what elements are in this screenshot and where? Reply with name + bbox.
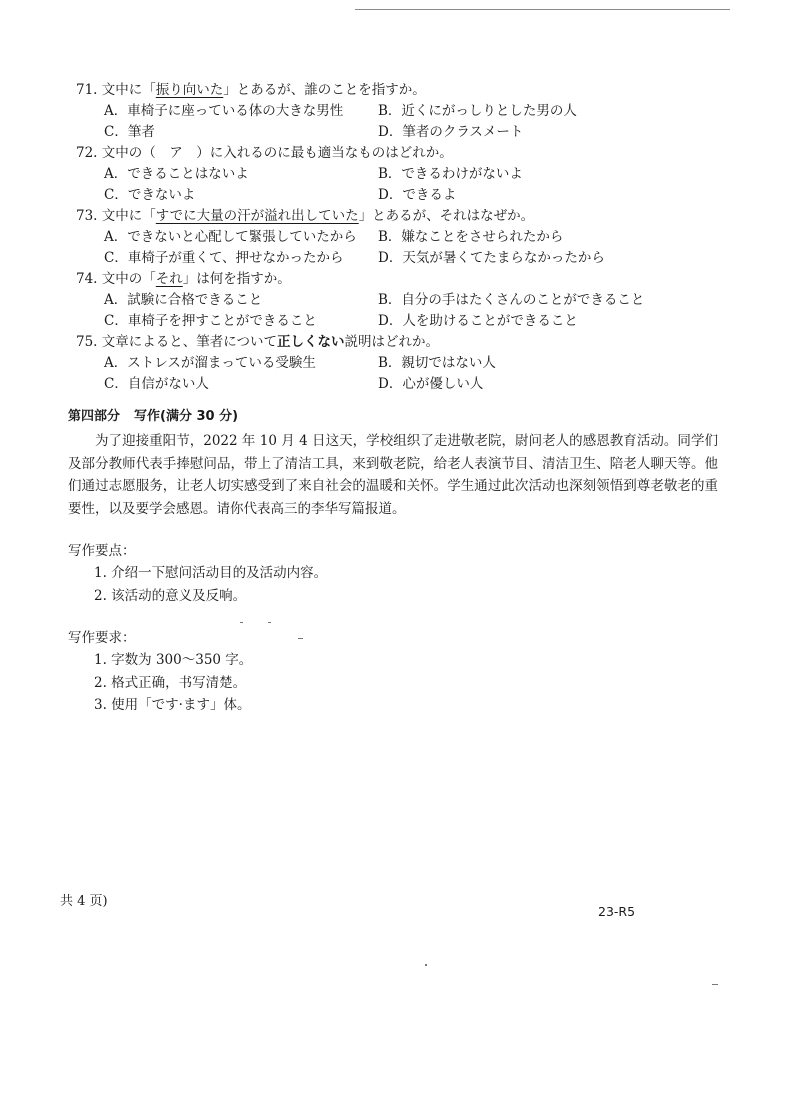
scan-speck: [240, 622, 243, 623]
question-stem: [76, 80, 716, 101]
option-b: B．自分の手はたくさんのことができること: [378, 292, 645, 308]
options: [76, 353, 716, 395]
underlined-phrase: 振り向いた: [155, 82, 224, 98]
option-d: D．筆者のクラスメート: [378, 124, 524, 140]
question-74: [76, 269, 716, 332]
stem-text: 文中の（ ア ）に入れるのに最も適当なものはどれか。: [101, 145, 453, 161]
bold-phrase: 正しくない: [277, 334, 345, 350]
stem-text: 」は何を指すか。: [182, 271, 291, 287]
list-item: 1. 介绍一下慰问活动目的及活动内容。: [94, 565, 328, 581]
option-b: B．親切ではない人: [378, 355, 496, 371]
options: [76, 290, 716, 332]
question-stem: [76, 269, 716, 290]
options: [76, 164, 716, 206]
stem-text: 文章によると、筆者について: [101, 334, 278, 350]
writing-prompt: 为了迎接重阳节，2022 年 10 月 4 日这天，学校组织了走进敬老院，尉问老人的感恩教育活动。同学们及部分教师代表手捧慰问品，带上了清洁工具，来到敬老院，给老人表演节目、清洁卫生、陪老人聊天等。他们通过志愿服务，让老人切实感受到了来自社会的温暖和关怀。学生通过此次活动也深刻领悟到尊老敬老的重要性，以及要学会感恩。请你代表高三的李华写篇报道。: [68, 433, 718, 517]
scan-speck: [425, 964, 427, 966]
question-75: [76, 332, 716, 395]
underlined-phrase: すでに大量の汗が溢れ出していた: [155, 208, 359, 224]
option-b: B．できるわけがないよ: [378, 166, 523, 182]
options: [76, 101, 716, 143]
option-c: C．できないよ: [104, 187, 196, 203]
option-a: A．できることはないよ: [104, 166, 249, 182]
scan-speck: [298, 638, 303, 639]
question-stem: [76, 332, 716, 353]
option-c: C．車椅子が重くて、押せなかったから: [104, 250, 344, 266]
question-73: [76, 206, 716, 269]
stem-text: 」とあるが、誰のことを指すか。: [223, 82, 426, 98]
stem-text: 」とあるが、それはなぜか。: [358, 208, 535, 224]
question-71: [76, 80, 716, 143]
requirements-list: [68, 649, 718, 717]
underlined-phrase: それ: [155, 271, 183, 287]
points-list: [68, 562, 718, 607]
option-b: B．嫌なことをさせられたから: [378, 229, 564, 245]
option-d: D．心が優しい人: [378, 376, 484, 392]
option-a: A．試験に合格できること: [104, 292, 263, 308]
question-number: 75.: [76, 334, 98, 350]
option-a: A．できないと心配して緊張していたから: [104, 229, 357, 245]
question-number: 72.: [76, 145, 98, 161]
list-item: 2. 该活动的意义及反响。: [94, 587, 247, 604]
option-d: D．人を助けることができること: [378, 313, 578, 329]
section-title: [68, 406, 718, 428]
list-item: 1. 字数为 300～350 字。: [94, 652, 253, 668]
points-title: 写作要点：: [68, 543, 136, 559]
stem-text: 文中に「: [101, 82, 156, 98]
question-stem: [76, 143, 716, 164]
stem-text: 文中の「: [101, 271, 156, 287]
question-72: [76, 143, 716, 206]
option-a: A．ストレスが溜まっている受験生: [104, 355, 316, 371]
option-c: C．筆者: [104, 124, 155, 140]
section-name: 写作(满分 30 分): [134, 409, 239, 424]
question-number: 73.: [76, 208, 98, 224]
exam-code: 23-R5: [598, 904, 636, 919]
option-a: A．車椅子に座っている体の大きな男性: [104, 103, 344, 119]
writing-section: [68, 406, 718, 717]
scan-edge-line: [355, 9, 730, 10]
question-number: 71.: [76, 82, 98, 98]
stem-text: 文中に「: [101, 208, 156, 224]
stem-text: 説明はどれか。: [344, 334, 440, 350]
option-c: C．自信がない人: [104, 376, 209, 392]
options: [76, 227, 716, 269]
option-b: B．近くにがっしりとした男の人: [378, 103, 577, 119]
question-list: [76, 80, 716, 395]
option-d: D．できるよ: [378, 187, 457, 203]
question-stem: [76, 206, 716, 227]
requirements-title: 写作要求：: [68, 630, 136, 646]
page-count: 共 4 页): [60, 894, 108, 909]
scan-speck: [268, 622, 271, 623]
list-item: 3. 使用「です·ます」体。: [94, 697, 251, 713]
option-c: C．車椅子を押すことができること: [104, 313, 317, 329]
question-number: 74.: [76, 271, 98, 287]
section-number: 第四部分: [68, 409, 121, 424]
option-d: D．天気が暑くてたまらなかったから: [378, 250, 605, 266]
scan-speck: [712, 984, 718, 985]
list-item: 2. 格式正确，书写清楚。: [94, 674, 247, 691]
